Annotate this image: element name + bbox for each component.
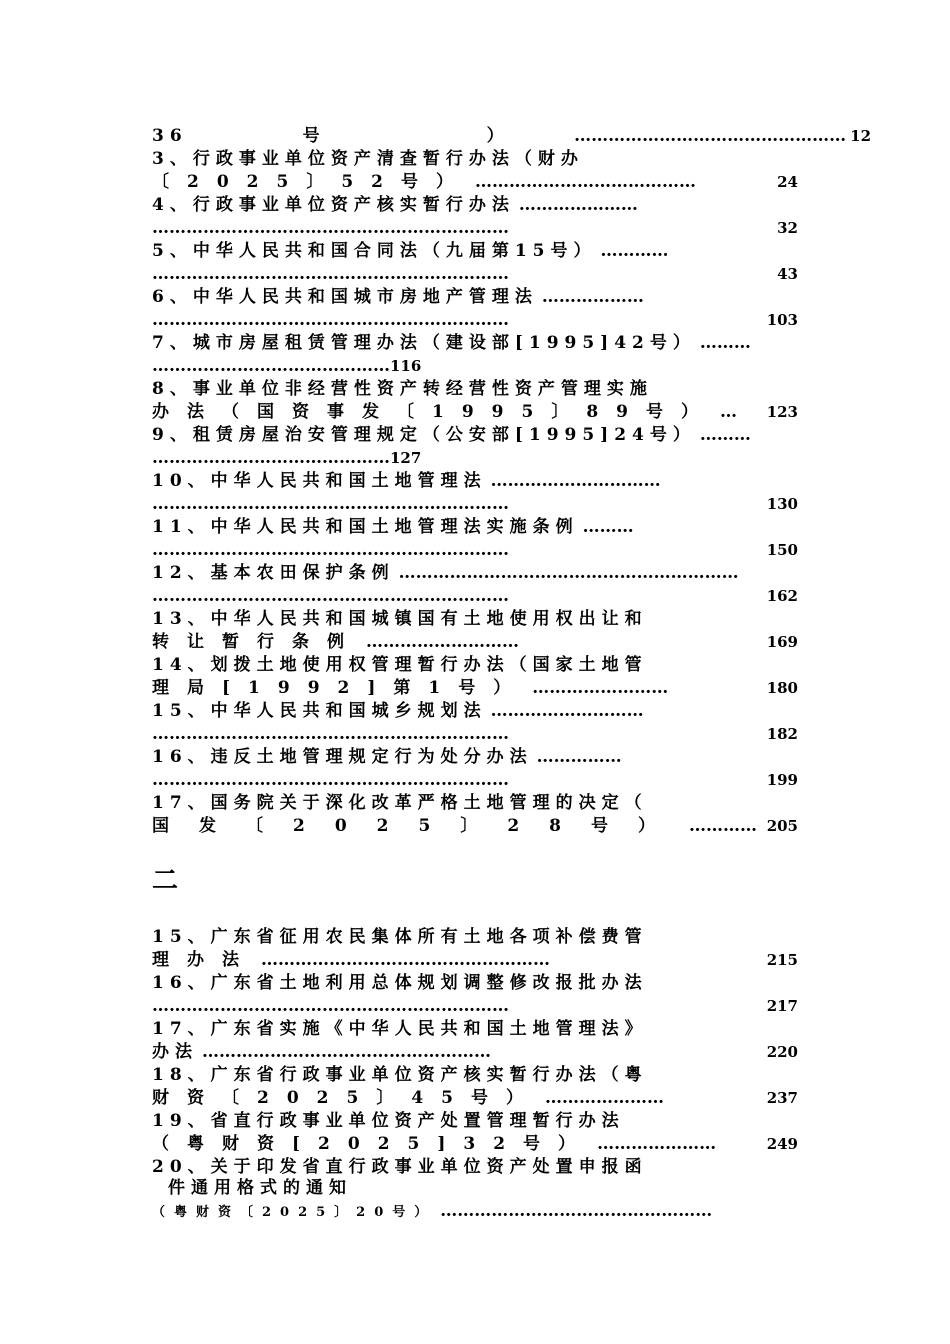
toc-page-number: 220 [766,1043,798,1061]
toc-leader-dots: …………………………………………………… [398,563,739,583]
toc-entry-9-line2[interactable] [152,447,798,469]
toc2-entry-18[interactable] [152,1064,798,1086]
toc2-entry-19-line2[interactable] [152,1133,798,1155]
toc-page-number: 130 [766,495,798,513]
toc-leader-dots: ……………………… [490,701,644,721]
toc-entry-7[interactable] [152,332,798,354]
toc-leader-dots: ……… [582,517,634,537]
toc-entry-14-line2[interactable] [152,677,798,699]
toc-entry-8-line2[interactable] [152,401,798,423]
toc-leader-dots: ……… [699,333,751,353]
toc-entry-10-line2[interactable] [152,493,798,515]
toc-leader-dots: ……………………………………………………… [152,494,509,514]
toc-entry-title: 16、广东省土地利用总体规划调整修改报批办法 [152,973,648,993]
toc-entry-16[interactable] [152,746,798,768]
toc-leader-dots: ………………………… [490,471,661,491]
toc-page-number: 199 [766,771,798,789]
toc-page-number: 32 [777,219,798,237]
toc-entry-13[interactable] [152,608,798,630]
toc-entry-text: 理办法 [152,950,257,970]
toc-entry-text: 〔2025〕52号） [152,172,471,192]
toc-page-number: 103 [766,311,798,329]
toc-leader-dots: ………………… [544,1088,664,1108]
toc-page-number: 180 [766,679,798,697]
toc2-entry-15-line2[interactable] [152,949,798,971]
toc-entry-title: 16、违反土地管理规定行为处分办法 [152,747,533,767]
section-heading: 二 [152,866,179,896]
toc-page-number: 116 [390,357,422,375]
toc-entry-10[interactable] [152,470,798,492]
toc-leader-dots: ……………………………………………………… [152,996,509,1016]
toc-page-number: 12 [850,127,872,145]
toc2-entry-20-line3[interactable] [152,1200,798,1222]
toc-leader-dots: ………………………………………… [574,126,847,146]
toc-entry-text: 理局[1992]第1号） [152,678,529,698]
toc-entry-11-line2[interactable] [152,539,798,561]
toc-entry-6[interactable] [152,286,798,308]
toc-entry-title: 19、省直行政事业单位资产处置管理暂行办法 [152,1111,625,1131]
toc-entry-text: 办法（国资事发〔1995〕89号） [152,402,716,422]
toc-leader-dots: ……………………………………………………… [152,264,509,284]
toc-leader-dots: …………………………………………… [261,950,550,970]
toc-entry-text: 办法 [152,1042,198,1062]
toc-entry-text: 件通用格式的通知 [168,1178,352,1198]
toc-entry-title: 12、基本农田保护条例 [152,563,395,583]
toc-leader-dots: ……………………………………………………… [152,770,509,790]
toc-entry-4-line2[interactable] [152,217,798,239]
toc-page-number: 150 [766,541,798,559]
toc-entry-title: 10、中华人民共和国土地管理法 [152,471,487,491]
toc-leader-dots: ………… [600,241,669,261]
toc-entry-title: 18、广东省行政事业单位资产核实暂行办法（粤 [152,1065,648,1085]
toc-leader-dots: ……………………………………………………… [152,724,509,744]
toc-entry-title: 17、国务院关于深化改革严格土地管理的决定（ [152,793,648,813]
toc-entry-text: 财资〔2025〕45号） [152,1088,541,1108]
toc-leader-dots: …………… [536,747,622,767]
toc-leader-dots: ……………………………………………………… [152,218,509,238]
toc-page-number: 215 [766,951,798,969]
toc-leader-dots: … [719,402,737,422]
toc-leader-dots: ……………………… [366,632,519,652]
toc-entry-title: 15、中华人民共和国城乡规划法 [152,701,487,721]
toc2-entry-18-line2[interactable] [152,1087,798,1109]
toc2-entry-16-line2[interactable] [152,995,798,1017]
toc-page-number: 182 [766,725,798,743]
toc-entry-title: 7、城市房屋租赁管理办法（建设部[1995]42号） [152,333,696,353]
toc-entry-title: 15、广东省征用农民集体所有土地各项补偿费管 [152,927,648,947]
toc-entry-5[interactable] [152,240,798,262]
toc-entry-text: 转让暂行条例 [152,632,362,652]
toc-entry-title: 20、关于印发省直行政事业单位资产处置申报函 [152,1157,648,1177]
toc-leader-dots: ………… [688,816,757,836]
toc2-entry-17[interactable] [152,1018,798,1040]
toc-entry-15[interactable] [152,700,798,722]
toc-entry-title: 17、广东省实施《中华人民共和国土地管理法》 [152,1019,648,1039]
toc2-entry-19[interactable] [152,1110,798,1132]
toc-entry-title: 13、中华人民共和国城镇国有土地使用权出让和 [152,609,648,629]
toc-page-number: 205 [766,817,798,835]
toc-entry-title: 3、行政事业单位资产清查暂行办法（财办 [152,149,584,169]
toc-page-number: 237 [766,1089,798,1107]
toc-leader-dots: ………………………………… [474,172,696,192]
toc-entry-4[interactable] [152,194,798,216]
toc-page-number: 249 [766,1135,798,1153]
toc-entry-text: （粤财资〔2025〕20号） [152,1205,437,1220]
toc-page-number: 217 [766,997,798,1015]
toc-entry-12-line2[interactable] [152,585,798,607]
toc-entry-text: 国发〔2025〕28号） [152,816,685,836]
toc-entry-17[interactable] [152,792,798,814]
toc-entry-9[interactable] [152,424,798,446]
toc-entry-16-line2[interactable] [152,769,798,791]
toc-leader-dots: ……………………………………………………… [152,540,509,560]
toc-entry-continuation[interactable] [152,125,872,147]
toc-entry-14[interactable] [152,654,798,676]
toc-leader-dots: ……………………………………………………… [152,310,509,330]
toc2-entry-20[interactable] [152,1156,798,1178]
toc-entry-text: 36 号 ） [152,126,571,146]
toc-page-number: 127 [390,449,422,467]
toc-page-number: 24 [777,173,798,191]
toc2-entry-17-line2[interactable] [152,1041,798,1063]
toc-leader-dots: …………………………………… [152,448,390,468]
toc-leader-dots: …………………………………………… [202,1042,491,1062]
toc2-entry-20-line2[interactable] [152,1177,814,1199]
toc-entry-title: 11、中华人民共和国土地管理法实施条例 [152,517,579,537]
toc-entry-title: 4、行政事业单位资产核实暂行办法 [152,195,515,215]
toc-page-number: 162 [766,587,798,605]
toc-entry-5-line2[interactable] [152,263,798,285]
toc-leader-dots: ………………… [597,1134,717,1154]
toc-page-number: 43 [777,265,798,283]
toc-entry-text: （粤财资[2025]32号） [152,1134,594,1154]
toc-entry-title: 5、中华人民共和国合同法（九届第15号） [152,241,597,261]
toc-leader-dots: …………………… [532,678,669,698]
toc-entry-8[interactable] [152,378,798,400]
toc-leader-dots: ……………………………………………………… [152,586,509,606]
toc-entry-title: 8、事业单位非经营性资产转经营性资产管理实施 [152,379,653,399]
toc-entry-11[interactable] [152,516,798,538]
toc-leader-dots: …………………………………… [152,356,390,376]
toc-page-number: 169 [766,633,798,651]
toc-entry-7-line2[interactable] [152,355,798,377]
toc-leader-dots: ……… [699,425,751,445]
toc-entry-3[interactable] [152,148,798,170]
toc-entry-3-line2[interactable] [152,171,798,193]
toc-page-number: 123 [766,403,798,421]
toc2-entry-15[interactable] [152,926,798,948]
toc-entry-13-line2[interactable] [152,631,798,653]
toc-entry-15-line2[interactable] [152,723,798,745]
toc-leader-dots: ………………… [518,195,638,215]
toc-entry-title: 6、中华人民共和国城市房地产管理法 [152,287,538,307]
toc-entry-title: 9、租赁房屋治安管理规定（公安部[1995]24号） [152,425,696,445]
toc2-entry-16[interactable] [152,972,798,994]
toc-entry-6-line2[interactable] [152,309,798,331]
toc-entry-12[interactable] [152,562,798,584]
toc-entry-17-line2[interactable] [152,815,798,837]
toc-entry-title: 14、划拨土地使用权管理暂行办法（国家土地管 [152,655,648,675]
toc-leader-dots: ……………… [541,287,644,307]
toc-leader-dots: ………………………………………… [440,1201,713,1221]
